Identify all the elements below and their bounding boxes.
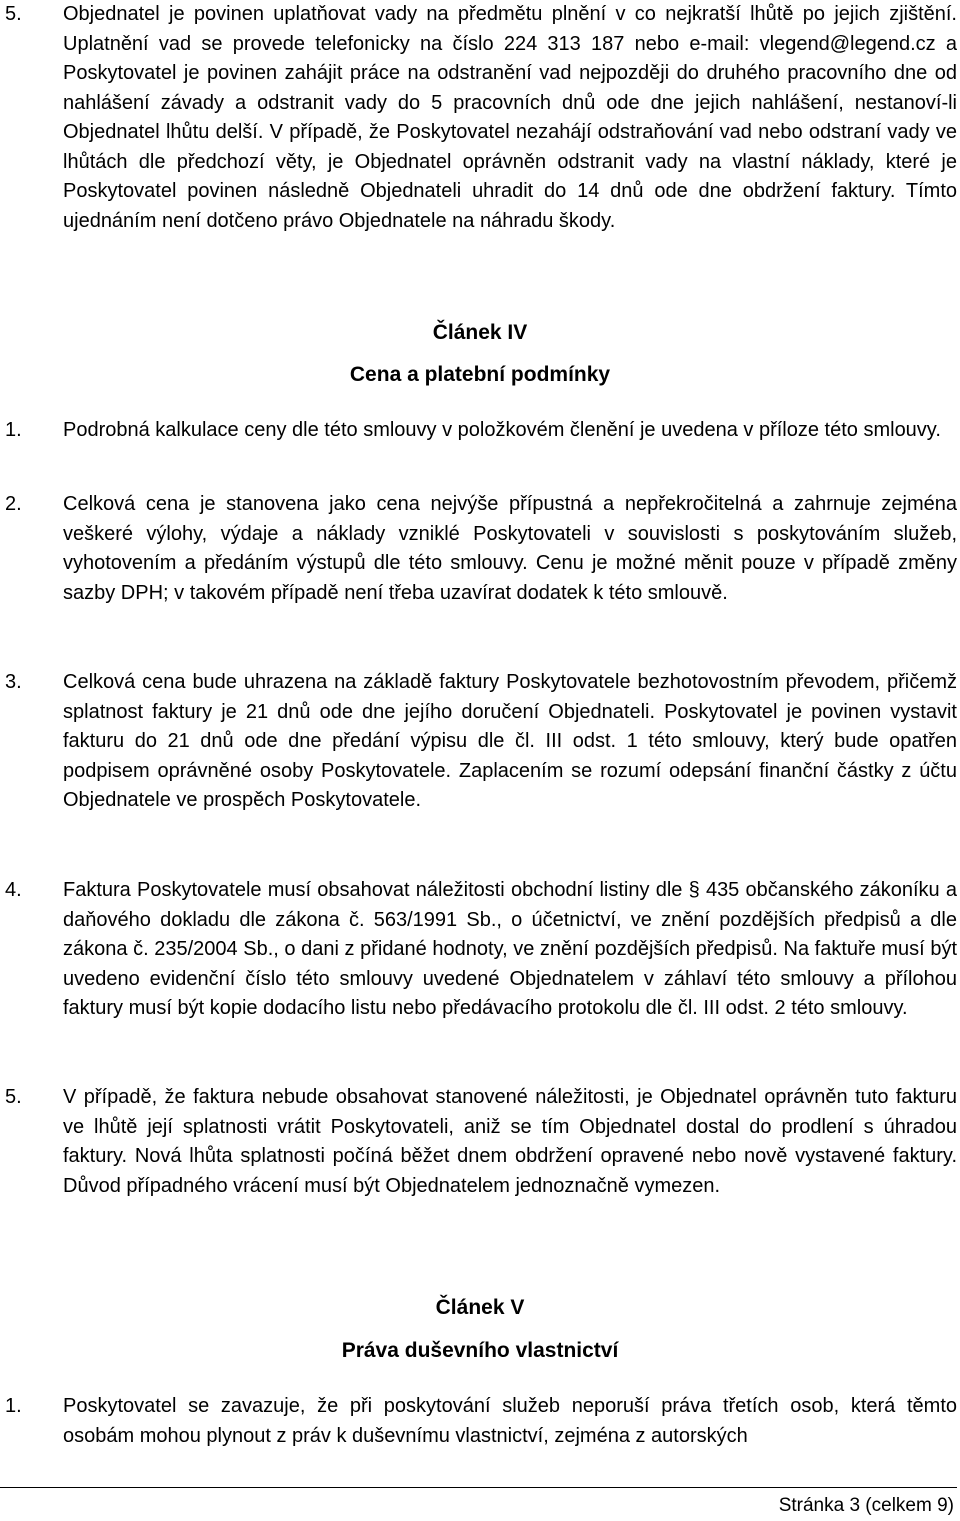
item-number: 5. (5, 1086, 22, 1108)
item-number: 5. (5, 3, 22, 25)
article-subtitle: Práva duševního vlastnictví (341, 1339, 619, 1362)
article-title: Článek V (435, 1296, 525, 1319)
item-number: 4. (5, 879, 22, 901)
item-number: 1. (5, 419, 22, 441)
item-text: Celková cena bude uhrazena na základě faktury Poskytovatele bezhotovostním převodem, přičemž splatnost faktury je 21 dnů ode dne jejího doručení Objednateli. Poskytovatel je povinen vystavit fakturu do 21 dnů ode dne předání výpisu dle čl. III odst. 1 této smlouvy, který bude opatřen podpisem oprávněné osoby Poskytovatele. Zaplacením se rozumí odepsání finanční částky z účtu Objednatele ve prospěch Poskytovatele. (63, 671, 957, 811)
list-item (0, 668, 957, 816)
item-text: Celková cena je stanovena jako cena nejvýše přípustná a nepřekročitelná a zahrnuje zejména veškeré výlohy, výdaje a náklady vzniklé Poskytovateli v souvislosti s poskytováním služeb, vyhotovením a předáním výstupů dle této smlouvy. Cenu je možné měnit pouze v případě změny sazby DPH; v takovém případě není třeba uzavírat dodatek k této smlouvě. (63, 493, 957, 604)
item-text: Faktura Poskytovatele musí obsahovat náležitosti obchodní listiny dle § 435 občanského zákoníku a daňového dokladu dle zákona č. 563/1991 Sb., o účetnictví, ve znění pozdějších předpisů a dle zákona č. 235/2004 Sb., o dani z přidané hodnoty, ve znění pozdějších předpisů. Na faktuře musí být uvedeno evidenční číslo této smlouvy uvedené Objednatelem v záhlaví této smlouvy a přílohou faktury musí být kopie dodacího listu nebo předávacího protokolu dle čl. III odst. 2 této smlouvy. (63, 879, 957, 1019)
item-text: Poskytovatel se zavazuje, že při poskytování služeb neporuší práva třetích osob, která těmto osobám mohou plynout z práv k duševnímu vlastnictví, zejména z autorských (63, 1395, 957, 1447)
page-number: Stránka 3 (celkem 9) (778, 1495, 954, 1516)
item-number: 1. (5, 1395, 22, 1417)
list-item (0, 876, 957, 1024)
item-number: 2. (5, 493, 22, 515)
item-number: 3. (5, 671, 22, 693)
article-subtitle: Cena a platební podmínky (349, 363, 611, 386)
item-text: Objednatel je povinen uplatňovat vady na předmětu plnění v co nejkratší lhůtě po jejich zjištění. Uplatnění vad se provede telefonicky na číslo 224 313 187 nebo e-mail: vlegend@legend.cz a Poskytovatel je povinen zahájit práce na odstranění vad nejpozději do druhého pracovního dne od nahlášení závady a odstranit vady do 5 pracovních dnů ode dne jejich nahlášení, nestanoví-li Objednatel lhůtu delší. V případě, že Poskytovatel nezahájí odstraňování vad nebo odstraní vady ve lhůtách dle předchozí věty, je Objednatel oprávněn odstranit vady na vlastní náklady, které je Poskytovatel povinen následně Objednateli uhradit do 14 dnů ode dne obdržení faktury. Tímto ujednáním není dotčeno právo Objednatele na náhradu škody. (63, 3, 957, 232)
item-text: Podrobná kalkulace ceny dle této smlouvy v položkovém členění je uvedena v příloze této smlouvy. (63, 419, 941, 441)
footer-divider (0, 1487, 957, 1488)
list-item (0, 490, 957, 608)
list-item (0, 0, 957, 236)
article-title: Článek IV (432, 321, 528, 344)
list-item (0, 416, 957, 446)
list-item (0, 1392, 957, 1451)
list-item (0, 1083, 957, 1201)
item-text: V případě, že faktura nebude obsahovat stanovené náležitosti, je Objednatel oprávněn tuto fakturu ve lhůtě její splatnosti vrátit Poskytovateli, aniž se tím Objednatel dostal do prodlení s úhradou faktury. Nová lhůta splatnosti počíná běžet dnem obdržení opravené nebo nově vystavené faktury. Důvod případného vrácení musí být Objednatelem jednoznačně vymezen. (63, 1086, 957, 1197)
